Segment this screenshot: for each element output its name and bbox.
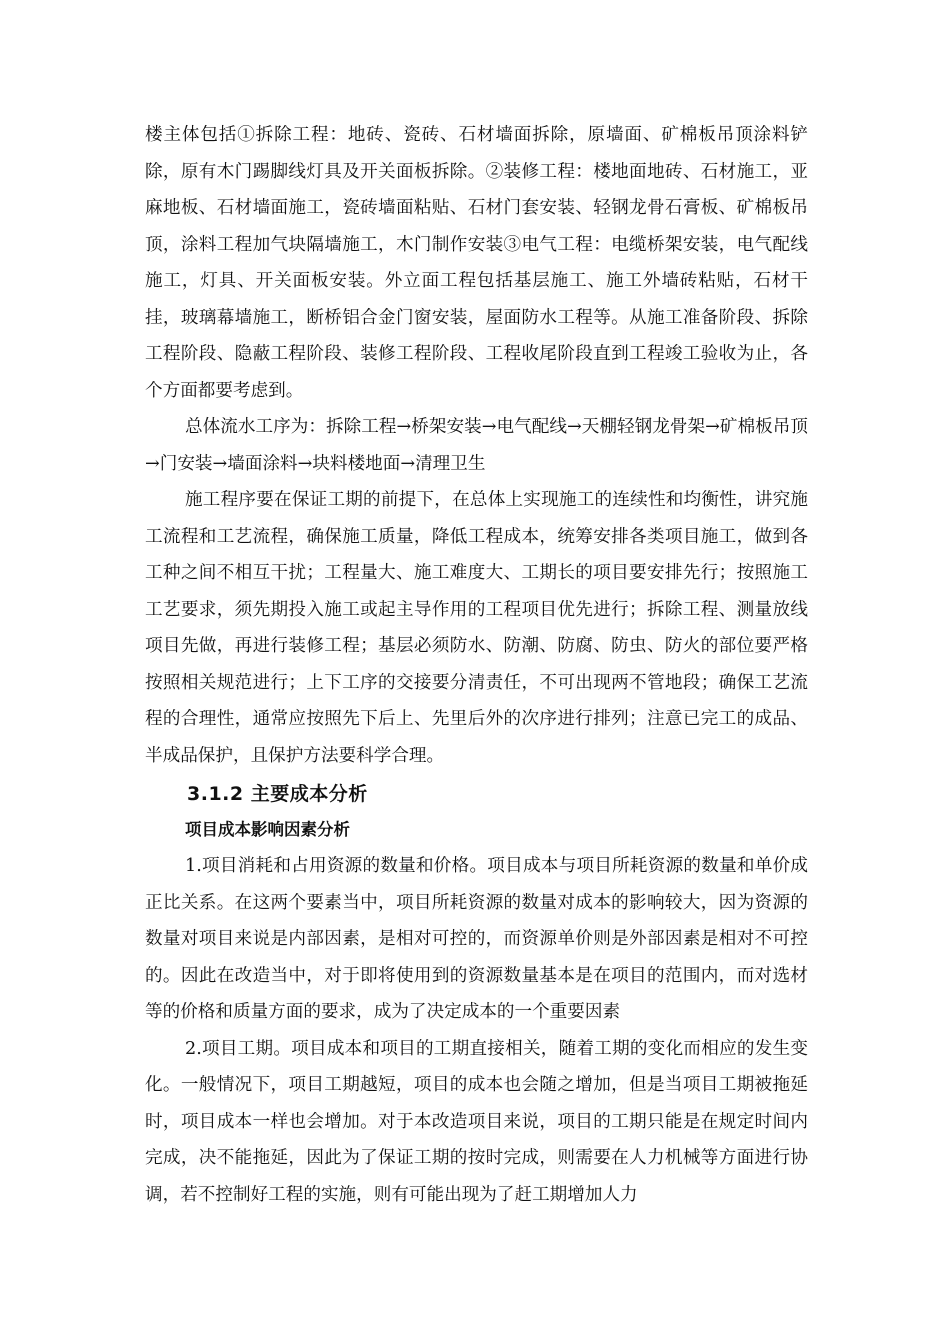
section-heading: 3.1.2 主要成本分析 [187,783,368,805]
paragraph-workflow-sequence: 总体流水工序为：拆除工程→桥架安装→电气配线→天棚轻钢龙骨架→矿棉板吊顶→门安装→墙面涂料→块料楼地面→清理卫生 [145,417,808,474]
paragraph-resource-factor: 1.项目消耗和占用资源的数量和价格。项目成本与项目所耗资源的数量和单价成正比关系。在这两个要素当中，项目所耗资源的数量对成本的影响较大，因为资源的数量对项目来说是内部因素，是相对可控的，而资源单价则是外部因素是相对不可控的。因此在改造当中，对于即将使用到的资源数量基本是在项目的范围内，而对选材等的价格和质量方面的要求，成为了决定成本的一个重要因素 [145,856,808,1022]
paragraph-schedule-factor: 2.项目工期。项目成本和项目的工期直接相关，随着工期的变化而相应的发生变化。一般情况下，项目工期越短，项目的成本也会随之增加，但是当项目工期被拖延时，项目成本一样也会增加。对于本改造项目来说，项目的工期只能是在规定时间内完成，决不能拖延，因此为了保证工期的按时完成，则需要在人力机械等方面进行协调，若不控制好工程的实施，则有可能出现为了赶工期增加人力 [145,1038,808,1205]
document-body [145,117,808,1213]
subsection-heading: 项目成本影响因素分析 [185,820,350,839]
paragraph-construction-procedure: 施工程序要在保证工期的前提下，在总体上实现施工的连续性和均衡性，讲究施工流程和工艺流程，确保施工质量，降低工程成本，统筹安排各类项目施工，做到各工种之间不相互干扰；工程量大、施工难度大、工期长的项目要安排先行；按照施工工艺要求，须先期投入施工或起主导作用的工程项目优先进行；拆除工程、测量放线项目先做，再进行装修工程；基层必须防水、防潮、防腐、防虫、防火的部位要严格按照相关规范进行；上下工序的交接要分清责任，不可出现两不管地段；确保工艺流程的合理性，通常应按照先下后上、先里后外的次序进行排列；注意已完工的成品、半成品保护，且保护方法要科学合理。 [145,490,808,766]
paragraph-demolition-scope: 楼主体包括①拆除工程：地砖、瓷砖、石材墙面拆除，原墙面、矿棉板吊顶涂料铲除，原有木门踢脚线灯具及开关面板拆除。②装修工程：楼地面地砖、石材施工，亚麻地板、石材墙面施工，瓷砖墙面粘贴、石材门套安装、轻钢龙骨石膏板、矿棉板吊顶，涂料工程加气块隔墙施工，木门制作安装③电气工程：电缆桥架安装，电气配线施工，灯具、开关面板安装。外立面工程包括基层施工、施工外墙砖粘贴，石材干挂，玻璃幕墙施工，断桥铝合金门窗安装，屋面防水工程等。从施工准备阶段、拆除工程阶段、隐蔽工程阶段、装修工程阶段、工程收尾阶段直到工程竣工验收为止，各个方面都要考虑到。 [145,125,808,401]
